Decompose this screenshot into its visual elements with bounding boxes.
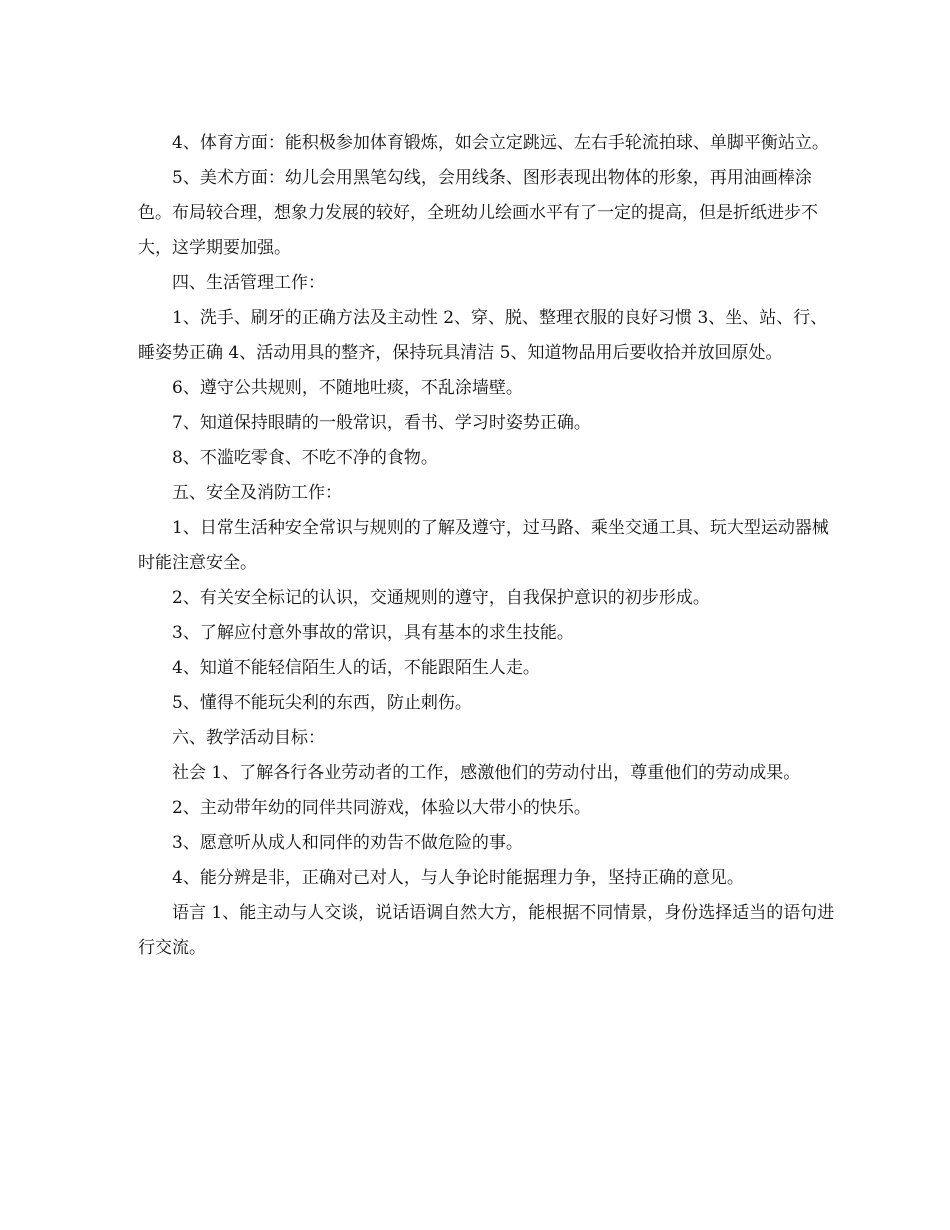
heading-life-management: 四、生活管理工作：	[172, 273, 325, 293]
paragraph-art: 5、美术方面：幼儿会用黑笔勾线，会用线条、图形表现出物体的形象，再用油画棒涂色。布局较合理，想象力发展的较好，全班幼儿绘画水平有了一定的提高，但是折纸进步不大，这学期要加强。	[138, 168, 818, 258]
paragraph-sharp-objects: 5、懂得不能玩尖利的东西，防止刺伤。	[172, 693, 472, 713]
paragraph-safety-signs: 2、有关安全标记的认识，交通规则的遵守，自我保护意识的初步形成。	[172, 588, 710, 608]
paragraph-life-habits: 1、洗手、刷牙的正确方法及主动性 2、穿、脱、整理衣服的良好习惯 3、坐、站、行、睡姿势正确 4、活动用具的整齐，保持玩具清洁 5、知道物品用后要收拾并放回原处。	[138, 308, 828, 363]
paragraph-eye-care: 7、知道保持眼睛的一般常识，看书、学习时姿势正确。	[172, 413, 591, 433]
paragraph-strangers: 4、知道不能轻信陌生人的话，不能跟陌生人走。	[172, 658, 540, 678]
paragraph-public-rules: 6、遵守公共规则，不随地吐痰，不乱涂墙壁。	[172, 378, 523, 398]
paragraph-safety-rules: 1、日常生活种安全常识与规则的了解及遵守，过马路、乘坐交通工具、玩大型运动器械时能注意安全。	[138, 518, 829, 573]
heading-teaching-goals: 六、教学活动目标：	[172, 728, 325, 748]
paragraph-social-4: 4、能分辨是非，正确对己对人，与人争论时能据理力争，坚持正确的意见。	[172, 868, 744, 888]
paragraph-emergency: 3、了解应付意外事故的常识，具有基本的求生技能。	[172, 623, 574, 643]
paragraph-food: 8、不滥吃零食、不吃不净的食物。	[172, 448, 438, 468]
paragraph-language-1: 语言 1、能主动与人交谈，说话语调自然大方，能根据不同情景，身份选择适当的语句进行交流。	[138, 903, 835, 958]
heading-safety: 五、安全及消防工作：	[172, 483, 342, 503]
paragraph-social-1: 社会 1、了解各行各业劳动者的工作，感激他们的劳动付出，尊重他们的劳动成果。	[172, 763, 801, 783]
paragraph-social-3: 3、愿意听从成人和同伴的劝告不做危险的事。	[172, 833, 523, 853]
document-body	[138, 126, 838, 966]
paragraph-social-2: 2、主动带年幼的同伴共同游戏，体验以大带小的快乐。	[172, 798, 591, 818]
paragraph-pe: 4、体育方面：能积极参加体育锻炼，如会立定跳远、左右手轮流拍球、单脚平衡站立。	[172, 133, 829, 153]
